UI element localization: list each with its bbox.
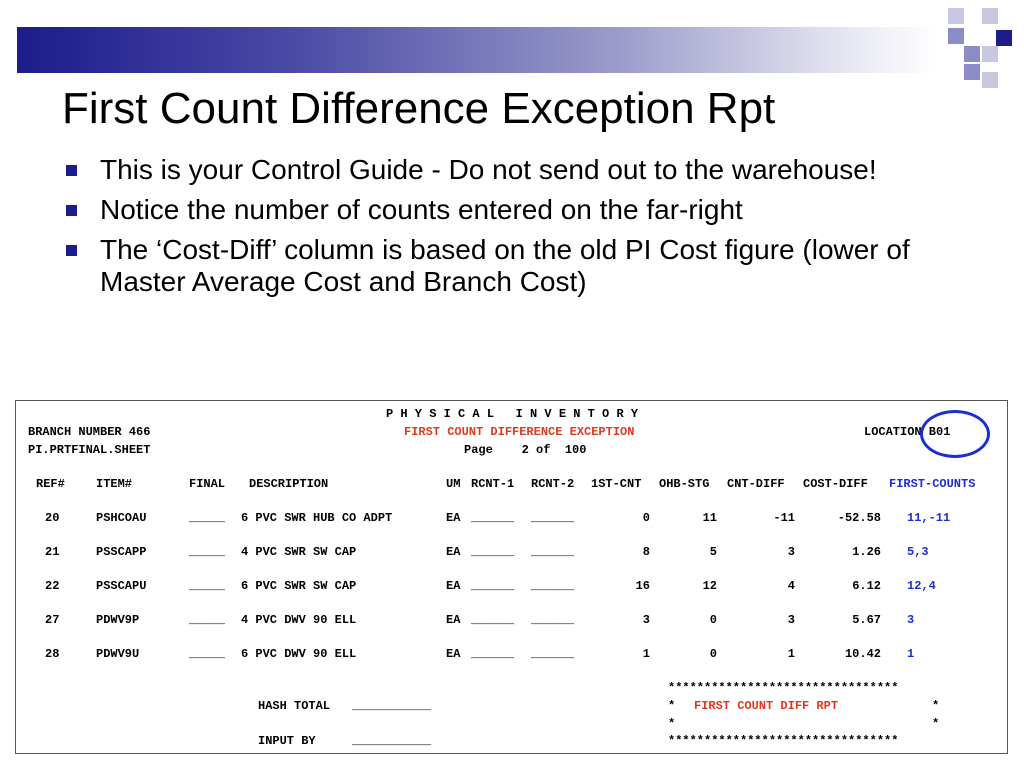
cell-cnt-diff: 4 <box>787 579 795 593</box>
square-bullet-icon <box>66 205 77 216</box>
cell-first-counts: 12,4 <box>907 579 936 593</box>
col-first-counts: FIRST-COUNTS <box>889 477 976 491</box>
cell-ohb-stg: 12 <box>702 579 717 593</box>
hash-total-label: HASH TOTAL <box>258 699 331 713</box>
cell-item: PSHCOAU <box>96 511 147 525</box>
cell-ref: 20 <box>45 511 60 525</box>
col-cost-diff: COST-DIFF <box>803 477 868 491</box>
cell-rcnt2: ______ <box>531 545 575 559</box>
cell-desc: 4 PVC SWR SW CAP <box>241 545 357 559</box>
cell-cost-diff: 1.26 <box>852 545 881 559</box>
cell-first-cnt: 0 <box>642 511 650 525</box>
decor-square <box>982 46 998 62</box>
report-heading: P H Y S I C A L I N V E N T O R Y <box>386 407 639 421</box>
col-description: DESCRIPTION <box>249 477 329 491</box>
col-ref: REF# <box>36 477 65 491</box>
cell-cnt-diff: -11 <box>773 511 795 525</box>
cell-cost-diff: 6.12 <box>852 579 881 593</box>
cell-first-counts: 1 <box>907 647 915 661</box>
col-item: ITEM# <box>96 477 133 491</box>
cell-ohb-stg: 0 <box>709 647 717 661</box>
cell-rcnt2: ______ <box>531 511 575 525</box>
cell-um: EA <box>446 647 461 661</box>
square-bullet-icon <box>66 165 77 176</box>
stars-bottom: ******************************** <box>668 734 899 748</box>
cell-first-cnt: 1 <box>642 647 650 661</box>
branch-number: BRANCH NUMBER 466 <box>28 425 151 439</box>
report-subtitle: FIRST COUNT DIFFERENCE EXCEPTION <box>404 425 635 439</box>
cell-final: _____ <box>189 647 226 661</box>
cell-cost-diff: -52.58 <box>837 511 881 525</box>
cell-cost-diff: 5.67 <box>852 613 881 627</box>
bullet-item <box>64 234 964 298</box>
square-bullet-icon <box>66 245 77 256</box>
box-star-right: * <box>932 717 940 731</box>
header-gradient-bar <box>17 27 937 73</box>
bullet-item <box>64 194 964 226</box>
cell-um: EA <box>446 545 461 559</box>
sheet-name: PI.PRTFINAL.SHEET <box>28 443 151 457</box>
col-ohb-stg: OHB-STG <box>659 477 710 491</box>
cell-final: _____ <box>189 511 226 525</box>
box-star-right: * <box>932 699 940 713</box>
bullet-text: This is your Control Guide - Do not send out to the warehouse! <box>100 154 877 185</box>
cell-rcnt1: ______ <box>471 647 515 661</box>
cell-cnt-diff: 1 <box>787 647 795 661</box>
cell-rcnt1: ______ <box>471 579 515 593</box>
cell-first-counts: 3 <box>907 613 915 627</box>
box-label: FIRST COUNT DIFF RPT <box>694 699 839 713</box>
cell-ohb-stg: 5 <box>709 545 717 559</box>
cell-desc: 6 PVC SWR HUB CO ADPT <box>241 511 393 525</box>
col-first-cnt: 1ST-CNT <box>591 477 642 491</box>
decor-square <box>996 30 1012 46</box>
cell-desc: 6 PVC DWV 90 ELL <box>241 647 357 661</box>
cell-ref: 22 <box>45 579 60 593</box>
bullet-text: Notice the number of counts entered on the far-right <box>100 194 743 225</box>
cell-item: PSSCAPP <box>96 545 147 559</box>
cell-first-counts: 11,-11 <box>907 511 951 525</box>
inventory-report <box>15 400 1008 754</box>
decor-square <box>964 64 980 80</box>
cell-ohb-stg: 0 <box>709 613 717 627</box>
cell-um: EA <box>446 613 461 627</box>
cell-final: _____ <box>189 613 226 627</box>
hash-total-line: ___________ <box>352 699 432 713</box>
stars-top: ******************************** <box>668 681 899 695</box>
cell-rcnt2: ______ <box>531 613 575 627</box>
cell-final: _____ <box>189 545 226 559</box>
decor-square <box>964 46 980 62</box>
col-cnt-diff: CNT-DIFF <box>727 477 785 491</box>
decor-square <box>982 72 998 88</box>
location-label: LOCATION B01 <box>864 425 951 439</box>
cell-desc: 6 PVC SWR SW CAP <box>241 579 357 593</box>
cell-ref: 21 <box>45 545 60 559</box>
cell-cnt-diff: 3 <box>787 613 795 627</box>
cell-rcnt1: ______ <box>471 545 515 559</box>
cell-rcnt1: ______ <box>471 613 515 627</box>
cell-desc: 4 PVC DWV 90 ELL <box>241 613 357 627</box>
cell-first-cnt: 8 <box>642 545 650 559</box>
cell-item: PDWV9U <box>96 647 140 661</box>
highlight-circle <box>920 410 990 458</box>
cell-ref: 28 <box>45 647 60 661</box>
decor-square <box>982 8 998 24</box>
cell-first-cnt: 3 <box>642 613 650 627</box>
page-indicator: Page 2 of 100 <box>464 443 587 457</box>
cell-ohb-stg: 11 <box>702 511 717 525</box>
cell-first-counts: 5,3 <box>907 545 929 559</box>
col-final: FINAL <box>189 477 226 491</box>
bullet-text: The ‘Cost-Diff’ column is based on the old PI Cost figure (lower of Master Average Cost and Branch Cost) <box>100 234 910 297</box>
cell-first-cnt: 16 <box>635 579 650 593</box>
cell-rcnt2: ______ <box>531 647 575 661</box>
slide-title: First Count Difference Exception Rpt <box>62 84 776 133</box>
bullet-item <box>64 154 964 186</box>
cell-cnt-diff: 3 <box>787 545 795 559</box>
cell-cost-diff: 10.42 <box>844 647 881 661</box>
bullet-list <box>64 154 964 306</box>
col-um: UM <box>446 477 461 491</box>
box-star-left: * <box>668 717 676 731</box>
input-by-line: ___________ <box>352 734 432 748</box>
cell-item: PSSCAPU <box>96 579 147 593</box>
cell-item: PDWV9P <box>96 613 140 627</box>
col-rcnt2: RCNT-2 <box>531 477 575 491</box>
cell-final: _____ <box>189 579 226 593</box>
cell-ref: 27 <box>45 613 60 627</box>
cell-rcnt1: ______ <box>471 511 515 525</box>
col-rcnt1: RCNT-1 <box>471 477 515 491</box>
decor-square <box>948 28 964 44</box>
decor-square <box>948 8 964 24</box>
input-by-label: INPUT BY <box>258 734 316 748</box>
cell-um: EA <box>446 511 461 525</box>
box-star-left: * <box>668 699 676 713</box>
cell-rcnt2: ______ <box>531 579 575 593</box>
cell-um: EA <box>446 579 461 593</box>
